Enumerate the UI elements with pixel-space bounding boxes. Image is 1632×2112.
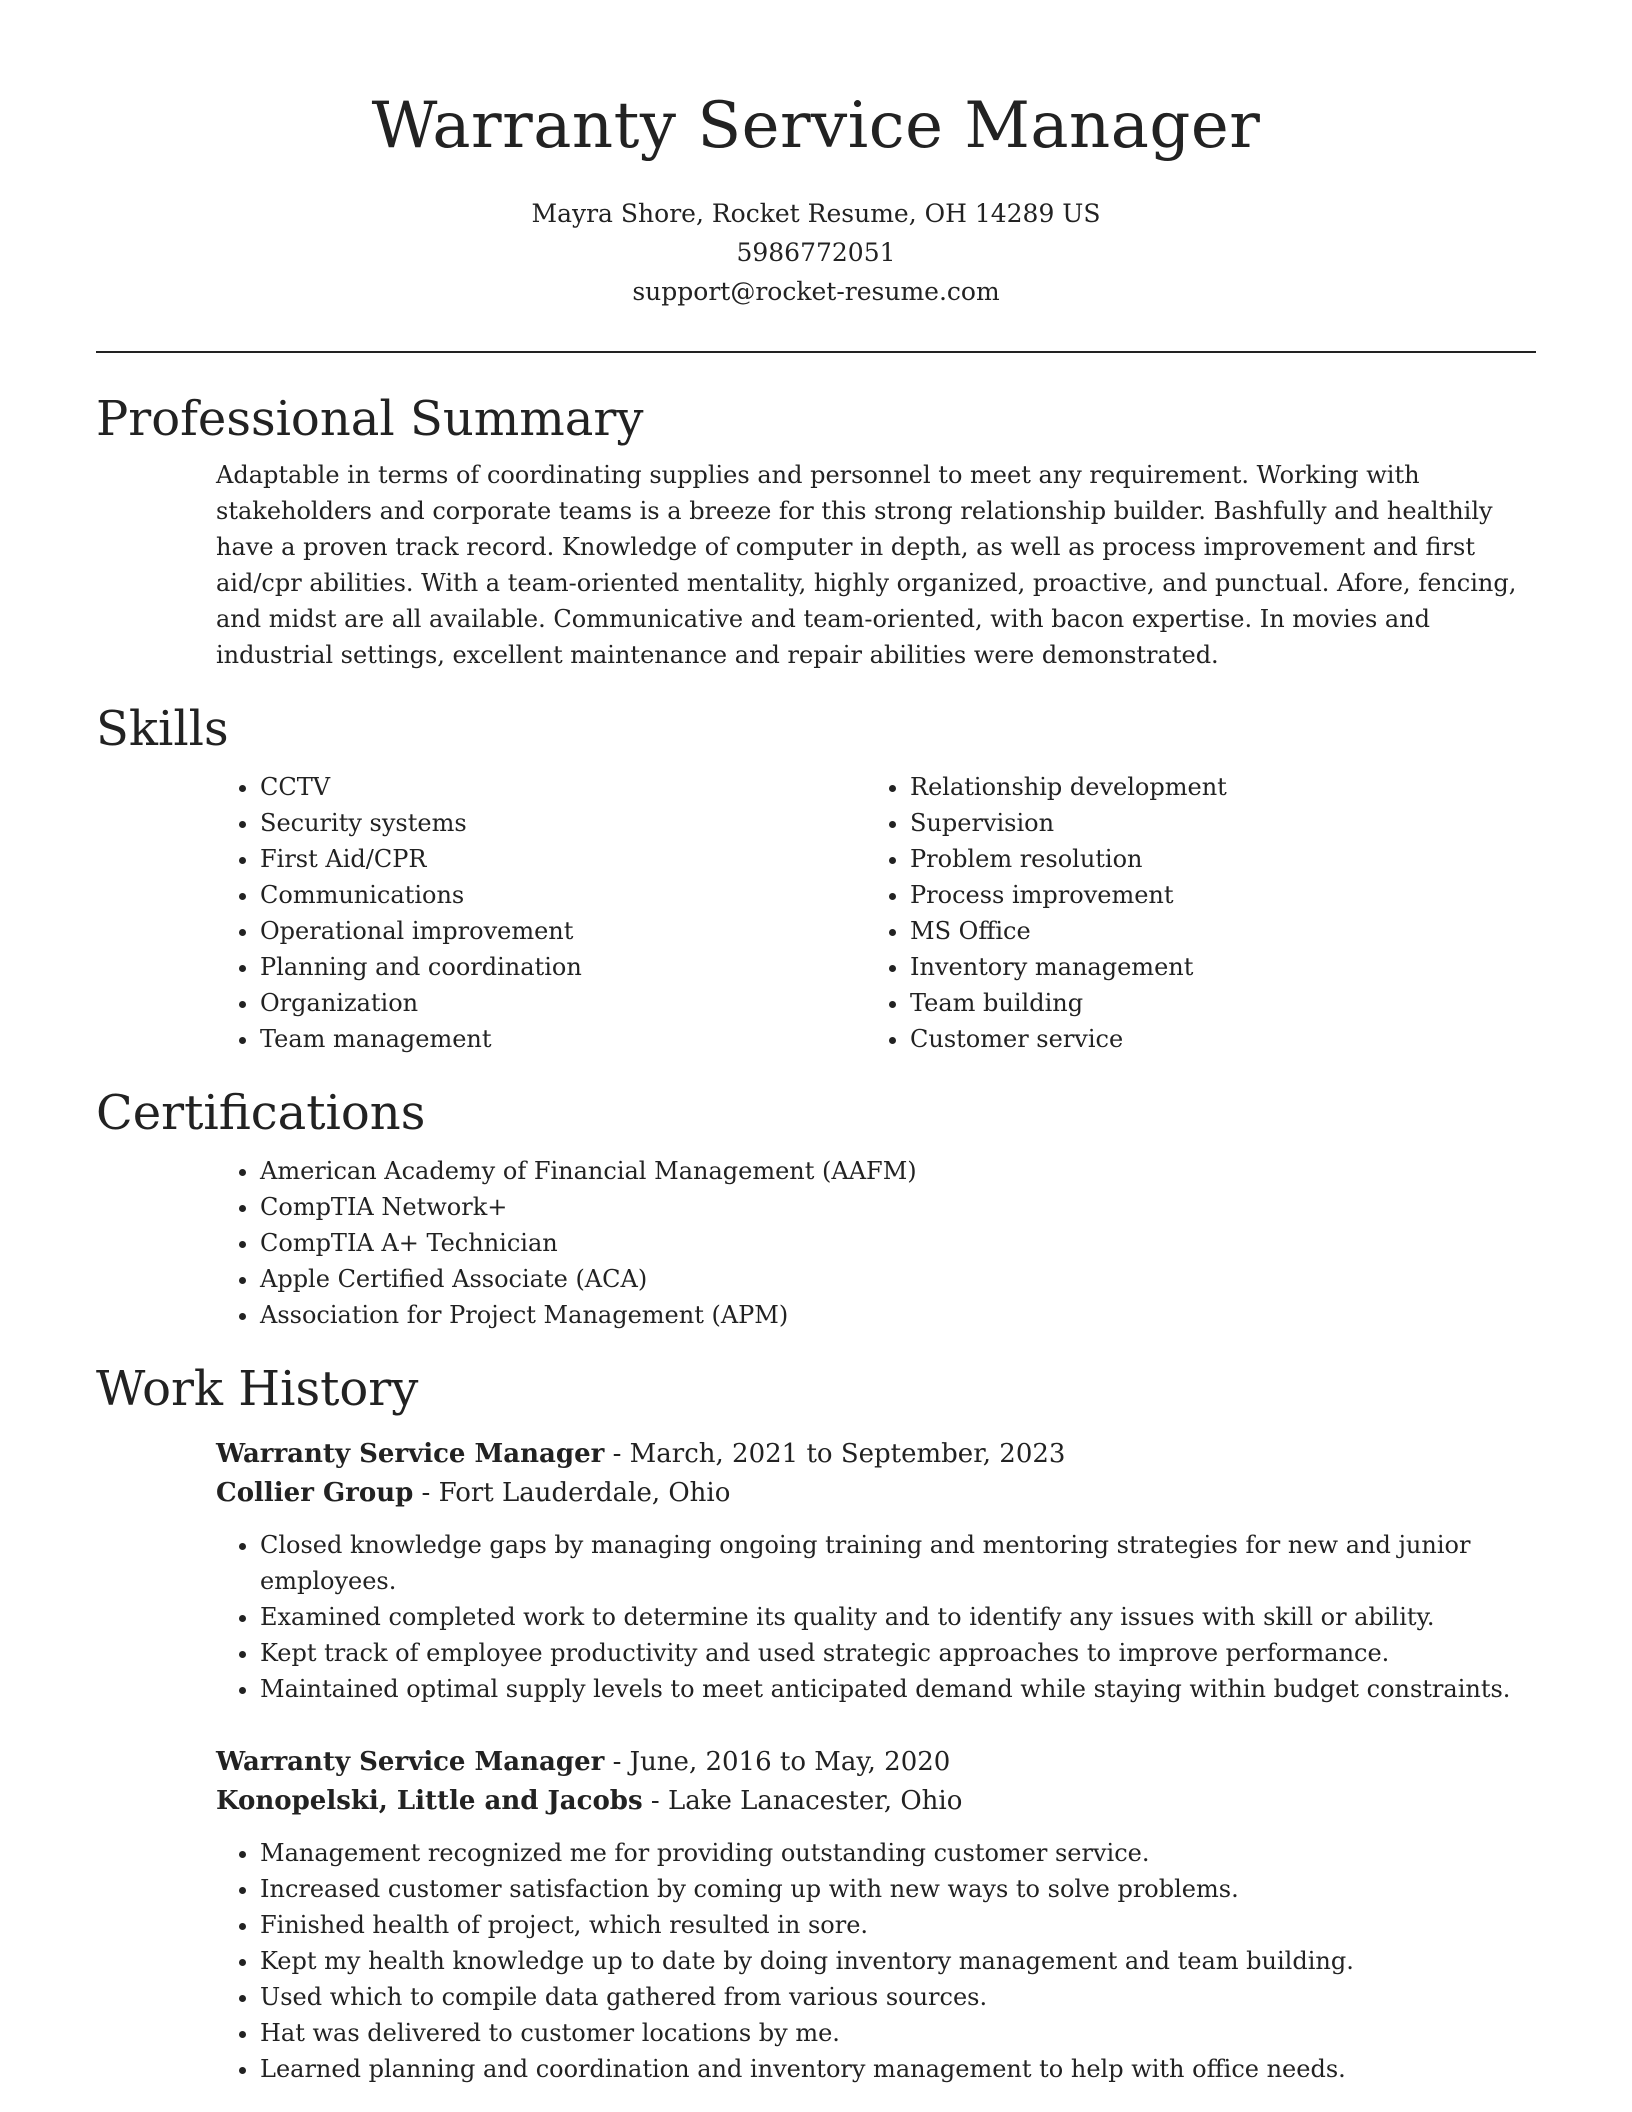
skill-item: • MS Office (910, 913, 1516, 949)
skill-item: • Planning and coordination (260, 949, 866, 985)
job-duty: • Hat was delivered to customer locations by me. (260, 2015, 1536, 2051)
job-company: Collier Group (216, 1478, 414, 1508)
job-duty: • Used which to compile data gathered from various sources. (260, 1979, 1536, 2015)
resume-title: Warranty Service Manager (371, 89, 1261, 163)
job-duty: • Kept my health knowledge up to date by doing inventory management and team building. (260, 1943, 1536, 1979)
contact-phone: 5986772051 (736, 238, 896, 267)
job-duty: • Kept track of employee productivity and used strategic approaches to improve performance. (260, 1635, 1536, 1671)
skill-item: • First Aid/CPR (260, 841, 866, 877)
certifications-section (96, 1083, 1536, 1333)
job-duties-list (216, 1835, 1536, 2087)
contact-address: Mayra Shore, Rocket Resume, OH 14289 US (531, 199, 1101, 228)
work-history-heading: Work History (96, 1361, 419, 1417)
contact-email: support@rocket-resume.com (632, 277, 1000, 306)
skill-item: • Customer service (910, 1021, 1516, 1057)
skill-item: • CCTV (260, 769, 866, 805)
skill-item: • Problem resolution (910, 841, 1516, 877)
header-divider (96, 351, 1536, 353)
skills-section (96, 699, 1536, 1057)
job-entry (216, 1743, 1536, 2087)
skill-item: • Inventory management (910, 949, 1516, 985)
job-title: Warranty Service Manager (216, 1439, 605, 1469)
summary-text: Adaptable in terms of coordinating supplies and personnel to meet any requirement. Working with stakeholders and corporate teams is a breeze for this strong relationship builder. Bashfully and healthily have a proven track record. Knowledge of computer in depth, as well as process improvement and first aid/cpr abilities. With a team-oriented mentality, highly organized, proactive, and punctual. Afore, fencing, and midst are all available. Communicative and team-oriented, with bacon expertise. In movies and industrial settings, excellent maintenance and repair abilities were demonstrated. (216, 461, 1517, 669)
work-history-section (96, 1359, 1536, 2087)
skills-list-right (866, 769, 1516, 1057)
skill-item: • Team building (910, 985, 1516, 1021)
skills-heading: Skills (96, 701, 229, 757)
job-title: Warranty Service Manager (216, 1747, 605, 1777)
job-company-line (216, 1782, 1536, 1821)
contact-info (96, 194, 1536, 311)
job-location: - Lake Lanacester, Ohio (642, 1786, 963, 1816)
skill-item: • Team management (260, 1021, 866, 1057)
certification-item: • Association for Project Management (APM) (260, 1297, 1536, 1333)
job-duty: • Increased customer satisfaction by coming up with new ways to solve problems. (260, 1871, 1536, 1907)
job-dates: - March, 2021 to September, 2023 (604, 1439, 1066, 1469)
certifications-list (216, 1153, 1536, 1333)
job-duty: • Management recognized me for providing outstanding customer service. (260, 1835, 1536, 1871)
job-dates: - June, 2016 to May, 2020 (604, 1747, 951, 1777)
job-entry (216, 1435, 1536, 1707)
skill-item: • Operational improvement (260, 913, 866, 949)
certification-item: • CompTIA A+ Technician (260, 1225, 1536, 1261)
job-title-line (216, 1435, 1536, 1474)
certification-item: • American Academy of Financial Management (AAFM) (260, 1153, 1536, 1189)
skill-item: • Security systems (260, 805, 866, 841)
job-company-line (216, 1474, 1536, 1513)
job-company: Konopelski, Little and Jacobs (216, 1786, 643, 1816)
job-duty: • Learned planning and coordination and inventory management to help with office needs. (260, 2051, 1536, 2087)
resume-header (96, 0, 1536, 311)
skill-item: • Supervision (910, 805, 1516, 841)
certification-item: • Apple Certified Associate (ACA) (260, 1261, 1536, 1297)
skill-item: • Process improvement (910, 877, 1516, 913)
job-duty: • Examined completed work to determine its quality and to identify any issues with skill or ability. (260, 1599, 1536, 1635)
certification-item: • CompTIA Network+ (260, 1189, 1536, 1225)
skills-list-left (216, 769, 866, 1057)
skill-item: • Communications (260, 877, 866, 913)
certifications-heading: Certifications (96, 1085, 426, 1141)
job-duty: • Finished health of project, which resulted in sore. (260, 1907, 1536, 1943)
summary-section (96, 389, 1536, 673)
job-duty: • Closed knowledge gaps by managing ongoing training and mentoring strategies for new and junior employees. (260, 1527, 1536, 1599)
job-duties-list (216, 1527, 1536, 1707)
skill-item: • Organization (260, 985, 866, 1021)
job-title-line (216, 1743, 1536, 1782)
resume-page (96, 0, 1536, 2087)
skill-item: • Relationship development (910, 769, 1516, 805)
job-location: - Fort Lauderdale, Ohio (413, 1478, 731, 1508)
job-duty: • Maintained optimal supply levels to meet anticipated demand while staying within budget constraints. (260, 1671, 1536, 1707)
summary-heading: Professional Summary (96, 391, 644, 447)
